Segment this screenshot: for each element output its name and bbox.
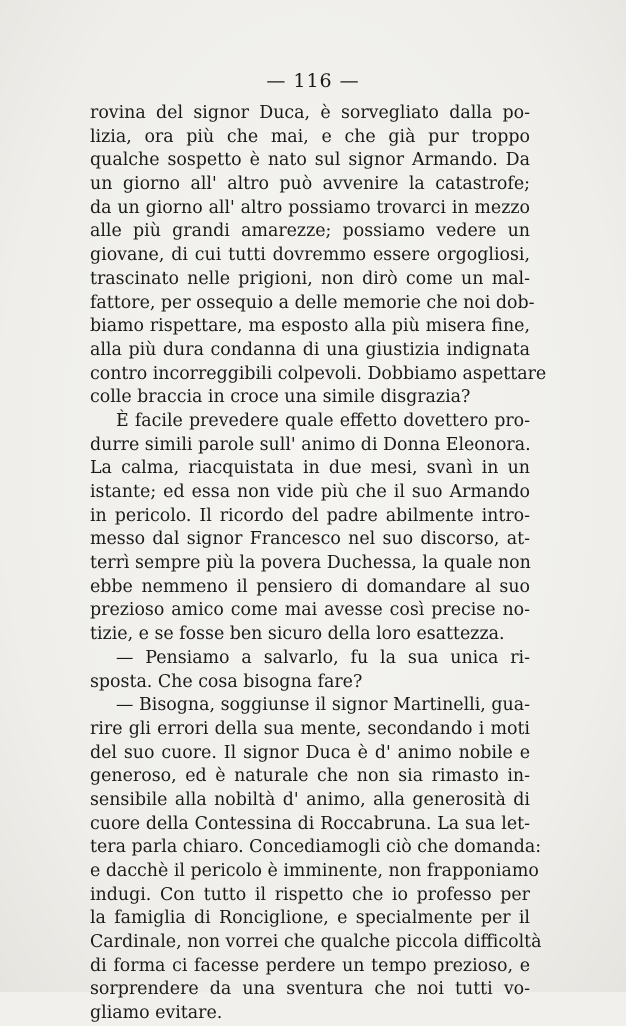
text-line: rovina del signor Duca, è sorvegliato dalla po- <box>90 103 530 123</box>
text-line: È facile prevedere quale effetto dovettero pro- <box>116 410 530 431</box>
text-line: sensibile alla nobiltà d' animo, alla generosità di <box>90 789 530 810</box>
text-line: fattore, per ossequio a delle memorie che noi dob- <box>90 292 535 313</box>
text-line: durre simili parole sull' animo di Donna Eleonora. <box>90 434 531 455</box>
text-line: da un giorno all' altro possiamo trovarci in mezzo <box>90 197 530 218</box>
body-text <box>90 102 547 1026</box>
text-line: sorprendere da una sventura che noi tutti vo- <box>90 979 530 1000</box>
text-line: Cardinale, non vorrei che qualche piccola difficoltà <box>90 932 542 953</box>
text-line: generoso, ed è naturale che non sia rimasto in- <box>90 766 530 787</box>
text-line: gliamo evitare. <box>90 1003 223 1024</box>
text-line: in pericolo. Il ricordo del padre abilmente intro- <box>90 505 530 526</box>
text-line: del suo cuore. Il signor Duca è d' animo nobile e <box>90 742 530 763</box>
text-line: tizie, e se fosse ben sicuro della loro esattezza. <box>90 624 505 645</box>
text-line: lizia, ora più che mai, e che già pur troppo <box>90 126 530 147</box>
text-line: La calma, riacquistata in due mesi, svanì in un <box>90 458 530 479</box>
text-line: ebbe nemmeno il pensiero di domandare al suo <box>90 576 530 597</box>
page-number: — 116 — <box>266 70 360 92</box>
text-line: un giorno all' altro può avvenire la catastrofe; <box>90 174 530 195</box>
text-line: di forma ci facesse perdere un tempo prezioso, e <box>90 955 530 976</box>
text-line: contro incorreggibili colpevoli. Dobbiamo aspettare <box>90 363 547 384</box>
text-line: indugi. Con tutto il rispetto che io professo per <box>90 884 530 905</box>
text-line: istante; ed essa non vide più che il suo Armando <box>90 482 530 502</box>
text-line: sposta. Che cosa bisogna fare? <box>90 671 363 692</box>
text-line: trascinato nelle prigioni, non dirò come un mal- <box>90 268 530 289</box>
text-line: alle più grandi amarezze; possiamo vedere un <box>90 221 530 242</box>
text-line: giovane, di cui tutti dovremmo essere orgogliosi, <box>90 245 530 266</box>
text-line: qualche sospetto è nato sul signor Armando. Da <box>90 150 530 171</box>
text-line: colle braccia in croce una simile disgrazia? <box>90 387 471 408</box>
text-line: biamo rispettare, ma esposto alla più misera fine, <box>90 316 530 337</box>
text-line: — Bisogna, soggiunse il signor Martinelli, gua- <box>116 695 530 716</box>
text-line: e dacchè il pericolo è imminente, non frapponiamo <box>90 861 539 881</box>
text-line: tera parla chiaro. Concediamogli ciò che domanda: <box>90 837 542 858</box>
text-line: cuore della Contessina di Roccabruna. La sua let- <box>90 813 530 834</box>
text-line: terrì sempre più la povera Duchessa, la quale non <box>90 553 531 574</box>
text-line: alla più dura condanna di una giustizia indignata <box>90 339 530 360</box>
text-line: rire gli errori della sua mente, secondando i moti <box>90 718 530 739</box>
text-line: prezioso amico come mai avesse così precise no- <box>90 600 530 621</box>
text-line: — Pensiamo a salvarlo, fu la sua unica ri- <box>116 647 530 668</box>
text-line: messo dal signor Francesco nel suo discorso, at- <box>90 529 530 550</box>
text-line: la famiglia di Ronciglione, e specialmente per il <box>90 908 530 929</box>
